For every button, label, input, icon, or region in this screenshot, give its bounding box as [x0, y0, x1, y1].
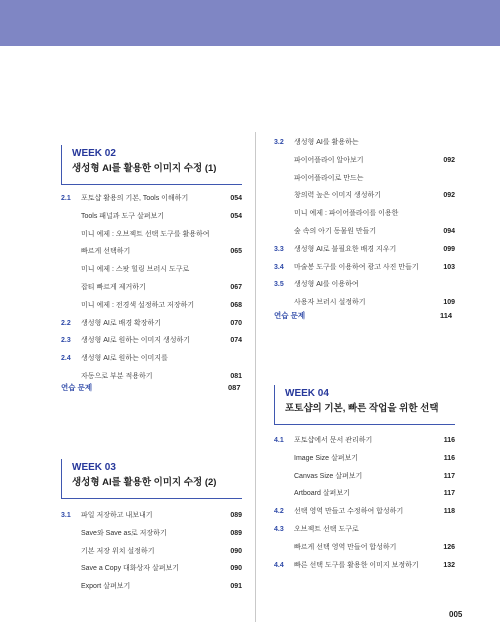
toc-entry-page: 116 [443, 437, 455, 444]
toc-entry-page: 054 [230, 212, 242, 220]
toc-entry-title: 생성형 AI를 이용하여 [294, 281, 359, 289]
toc-entry[interactable] [274, 523, 455, 537]
toc-entry-page: 092 [443, 156, 455, 164]
toc-entry[interactable] [61, 263, 242, 277]
toc-entry-page: 090 [230, 565, 242, 573]
toc-entry-title: 미니 예제 : 전경색 설정하고 저장하기 [81, 301, 195, 309]
toc-entry-page: 090 [230, 547, 242, 555]
toc-entry-title: Save a Copy 대화상자 살펴보기 [81, 565, 180, 573]
toc-entry[interactable] [274, 278, 455, 292]
exercise-page: 114 [440, 311, 453, 320]
toc-entry-title: 미니 예제 : 오브젝트 선택 도구를 활용하여 [81, 230, 210, 238]
toc-entry-page: 070 [230, 319, 242, 327]
toc-entry[interactable] [274, 261, 455, 275]
toc-entry-title: 창의력 높은 이미지 생성하기 [294, 192, 381, 200]
toc-entry-title: Export 살펴보기 [81, 583, 131, 591]
week-label: WEEK 03 [72, 462, 116, 473]
page-number: 005 [449, 610, 463, 619]
exercise-link[interactable] [274, 309, 305, 323]
toc-entry[interactable] [61, 210, 242, 224]
toc-entry[interactable] [274, 243, 455, 257]
toc-entry[interactable] [274, 207, 455, 221]
toc-entry[interactable] [61, 228, 242, 242]
toc-entry-title: 자동으로 부분 적용하기 [81, 373, 153, 380]
toc-entry-page: 099 [443, 245, 455, 253]
toc-entry-page: 081 [230, 373, 242, 380]
toc-entry[interactable] [61, 281, 242, 295]
toc-entry-title: 생성형 AI로 배경 확장하기 [81, 319, 162, 327]
week-label: WEEK 02 [72, 148, 116, 159]
toc-entry[interactable] [61, 545, 242, 559]
toc-entry-page: 109 [443, 299, 455, 307]
toc-entry-number: 3.4 [274, 263, 284, 271]
toc-entry-title: 마술봉 도구를 이용하여 광고 사진 만들기 [294, 263, 419, 271]
exercise-label: 연습 문제 [61, 383, 93, 392]
toc-entry[interactable] [274, 559, 455, 573]
toc-entry-title: 미니 예제 : 스팟 힐링 브러시 도구로 [81, 266, 190, 274]
header-band [0, 0, 500, 46]
week-02-heading [61, 145, 242, 185]
toc-entry-page: 065 [230, 248, 242, 256]
toc-entry-number: 4.1 [274, 437, 284, 444]
toc-entry[interactable] [274, 189, 455, 203]
toc-entry-page: 089 [230, 512, 242, 519]
toc-entry-page: 126 [443, 543, 455, 551]
toc-entry[interactable] [274, 452, 455, 466]
toc-entry-page: 068 [230, 301, 242, 309]
toc-entry-page: 067 [230, 284, 242, 291]
toc-entry[interactable] [274, 154, 455, 168]
toc-entry[interactable] [61, 299, 242, 313]
toc-entry-number: 3.2 [274, 139, 284, 146]
toc-entry[interactable] [61, 317, 242, 331]
toc-entry[interactable] [61, 580, 242, 594]
toc-entry-title: Tools 패널과 도구 살펴보기 [81, 212, 165, 220]
week-title: 생성형 AI를 활용한 이미지 수정 (1) [72, 163, 217, 174]
toc-entry-title: 선택 영역 만들고 수정하여 합성하기 [294, 508, 404, 516]
toc-entry-title: 오브젝트 선택 도구로 [294, 526, 359, 533]
toc-entry-number: 4.4 [274, 561, 284, 569]
toc-entry-title: Artboard 살펴보기 [294, 490, 350, 498]
toc-entry-page: 103 [443, 263, 455, 271]
toc-entry-page: 074 [230, 337, 242, 345]
toc-entry[interactable] [61, 352, 242, 366]
toc-entry-page: 117 [443, 472, 455, 480]
toc-entry[interactable] [274, 487, 455, 501]
toc-entry[interactable] [61, 527, 242, 541]
toc-entry-number: 2.4 [61, 355, 71, 363]
toc-entry-number: 3.5 [274, 281, 284, 289]
toc-entry[interactable] [274, 434, 455, 448]
toc-entry-title: 파이어플라이로 만드는 [294, 174, 364, 182]
week-04-heading [274, 385, 455, 425]
toc-entry[interactable] [274, 136, 455, 150]
toc-entry[interactable] [274, 505, 455, 519]
toc-entry-title: 파이어플라이 알아보기 [294, 156, 364, 164]
toc-entry-title: 빠르게 선택 영역 만들어 합성하기 [294, 543, 397, 551]
week-label: WEEK 04 [285, 388, 329, 399]
toc-entry-page: 116 [443, 454, 455, 462]
toc-entry-number: 4.2 [274, 508, 284, 516]
toc-entry-page: 118 [443, 508, 455, 516]
week-title: 생성형 AI를 활용한 이미지 수정 (2) [72, 477, 217, 488]
toc-entry-number: 3.1 [61, 512, 71, 519]
week-03-heading [61, 459, 242, 499]
exercise-page: 087 [228, 383, 241, 392]
toc-entry-number: 3.3 [274, 245, 284, 253]
toc-entry-title: 숲 속의 아기 동물원 만들기 [294, 228, 377, 235]
toc-entry-number: 2.3 [61, 337, 71, 345]
toc-entry[interactable] [61, 509, 242, 523]
exercise-link[interactable] [61, 381, 92, 395]
toc-entry-number: 2.1 [61, 195, 71, 202]
toc-entry-page: 089 [230, 529, 242, 537]
toc-entry-title: Canvas Size 살펴보기 [294, 472, 363, 480]
toc-entry-title: 미니 예제 : 파이어플라이를 이용한 [294, 210, 399, 218]
toc-entry[interactable] [61, 562, 242, 576]
toc-entry-title: 생성형 AI를 활용하는 [294, 139, 359, 146]
column-divider [255, 132, 256, 622]
toc-entry[interactable] [274, 470, 455, 484]
toc-entry-title: 잡티 빠르게 제거하기 [81, 284, 146, 291]
week-title: 포토샵의 기본, 빠른 작업을 위한 선택 [285, 403, 439, 414]
toc-entry[interactable] [274, 172, 455, 186]
toc-entry[interactable] [274, 541, 455, 555]
toc-entry-title: 빠른 선택 도구를 활용한 이미지 보정하기 [294, 561, 419, 569]
toc-entry-title: 파일 저장하고 내보내기 [81, 512, 153, 519]
toc-entry[interactable] [61, 245, 242, 259]
toc-entry-page: 094 [443, 228, 455, 235]
toc-entry-number: 2.2 [61, 319, 71, 327]
toc-entry-title: 빠르게 선택하기 [81, 248, 131, 256]
toc-entry[interactable] [274, 225, 455, 239]
toc-entry[interactable] [61, 334, 242, 348]
toc-entry-page: 132 [443, 561, 455, 569]
toc-entry-title: 생성형 AI로 원하는 이미지를 [81, 355, 168, 363]
toc-entry-title: 포토샵에서 문서 관리하기 [294, 437, 373, 444]
toc-entry-title: 기본 저장 위치 설정하기 [81, 547, 155, 555]
toc-entry-title: Image Size 살펴보기 [294, 454, 359, 462]
toc-entry-title: 생성형 AI로 불필요한 배경 지우기 [294, 245, 397, 253]
toc-entry-page: 091 [230, 583, 242, 591]
toc-entry-title: Save와 Save as로 저장하기 [81, 529, 167, 537]
toc-entry-title: 포토샵 활용의 기본, Tools 이해하기 [81, 195, 189, 202]
toc-entry-title: 사용자 브러시 설정하기 [294, 299, 366, 307]
exercise-label: 연습 문제 [274, 311, 306, 320]
toc-entry-page: 117 [443, 490, 455, 498]
toc-entry-title: 생성형 AI로 원하는 이미지 생성하기 [81, 337, 191, 345]
toc-entry[interactable] [61, 192, 242, 206]
toc-entry-page: 092 [443, 192, 455, 200]
toc-entry-page: 054 [230, 195, 242, 202]
toc-entry-number: 4.3 [274, 526, 284, 533]
